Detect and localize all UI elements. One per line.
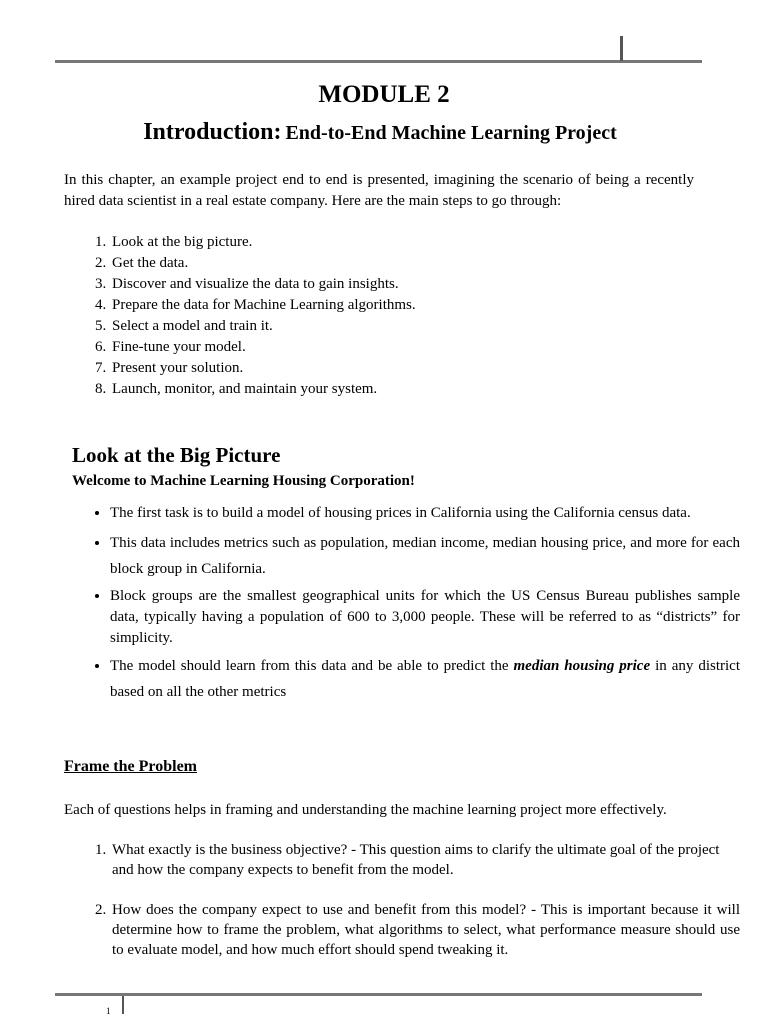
- header-rule: [55, 60, 702, 63]
- page-number: 1: [106, 1006, 111, 1016]
- module-title: MODULE 2: [318, 81, 450, 108]
- big-picture-bullets: [64, 500, 740, 709]
- step-item: 7. Present your solution.: [110, 358, 416, 379]
- step-item: 8. Launch, monitor, and maintain your system.: [110, 379, 416, 400]
- frame-intro: Each of questions helps in framing and understanding the machine learning project more effectively.: [64, 802, 667, 818]
- step-item: 1. Look at the big picture.: [110, 232, 416, 253]
- header-tick: [620, 36, 623, 61]
- bullet-item: • This data includes metrics such as population, median income, median housing price, and more for each block group in California.: [110, 530, 740, 582]
- step-item: 3. Discover and visualize the data to gain insights.: [110, 274, 416, 295]
- footer-rule: [55, 993, 702, 996]
- section-heading-big-picture: Look at the Big Picture: [72, 443, 281, 467]
- chapter-title: [0, 116, 760, 151]
- step-item: 6. Fine-tune your model.: [110, 337, 416, 358]
- bullet-item: [110, 653, 740, 705]
- footer-tick: [122, 996, 124, 1014]
- questions-list: [64, 840, 740, 960]
- bullet-item: • Block groups are the smallest geographical units for which the US Census Bureau publishes sample data, typically having a population of 600 to 3,000 people. These will be referred to as “districts” for simplicity.: [110, 586, 740, 649]
- bullet-text: The model should learn from this data and be able to predict the: [110, 658, 514, 674]
- step-item: 4. Prepare the data for Machine Learning algorithms.: [110, 295, 416, 316]
- intro-paragraph: In this chapter, an example project end to end is presented, imagining the scenario of being a recently hired data scientist in a real estate company. Here are the main steps to go through:: [64, 172, 694, 209]
- section-heading-frame-problem: Frame the Problem: [64, 758, 197, 775]
- bullet-item: • The first task is to build a model of housing prices in California using the California census data.: [110, 500, 740, 526]
- bullet-text: in any district based on all the other metrics: [110, 658, 740, 700]
- steps-list: [64, 232, 416, 400]
- step-item: 5. Select a model and train it.: [110, 316, 416, 337]
- intro-title: End-to-End Machine Learning Project: [285, 122, 617, 144]
- welcome-subheading: Welcome to Machine Learning Housing Corporation!: [72, 473, 415, 489]
- question-item: 1. What exactly is the business objective? - This question aims to clarify the ultimate goal of the project and how the company expects to benefit from the model.: [110, 840, 740, 880]
- step-item: 2. Get the data.: [110, 253, 416, 274]
- question-item: 2. How does the company expect to use and benefit from this model? - This is important because it will determine how to frame the problem, what algorithms to select, what performance measure should use to evaluate model, and how much effort should spend tweaking it.: [110, 900, 740, 960]
- intro-label: Introduction:: [143, 119, 282, 145]
- emphasis-text: median housing price: [513, 658, 651, 674]
